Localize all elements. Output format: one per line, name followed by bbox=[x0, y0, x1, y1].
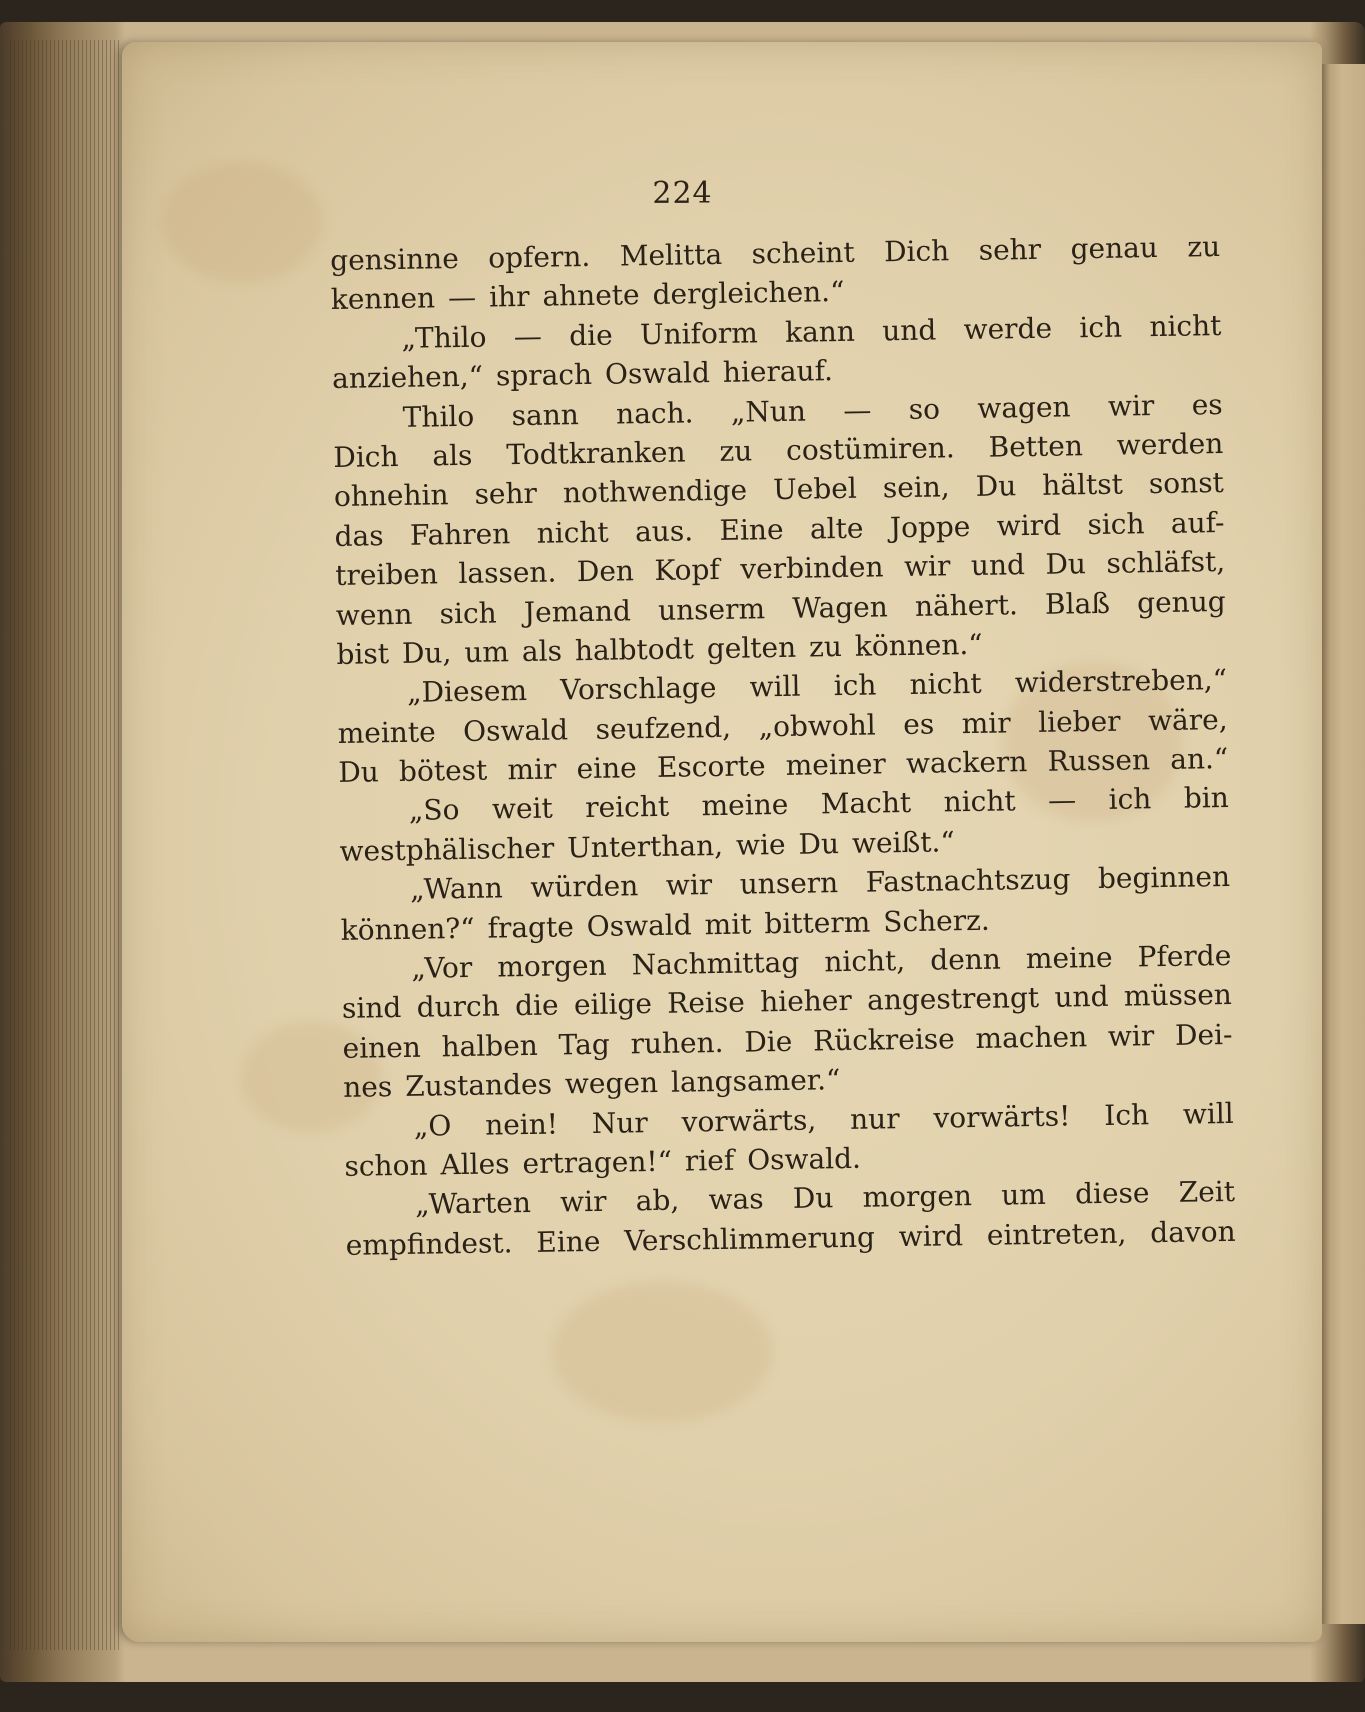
text-line: meinte Oswald seufzend, „obwohl es mir lieber wäre, bbox=[337, 702, 1228, 750]
paper-stain bbox=[552, 1282, 772, 1422]
page-edges bbox=[10, 40, 120, 1650]
text-line: das Fahren nicht aus. Eine alte Joppe wird sich auf- bbox=[334, 505, 1225, 553]
text-line: gensinne opfern. Melitta scheint Dich sehr genau zu bbox=[330, 230, 1221, 277]
text-line: kennen — ihr ahnete dergleichen.“ bbox=[330, 275, 845, 317]
text-line: treiben lassen. Den Kopf verbinden wir und Du schläfst, bbox=[334, 545, 1226, 593]
text-line: „O nein! Nur vorwärts, nur vorwärts! Ich will bbox=[413, 1096, 1234, 1143]
text-line: schon Alles ertragen!“ rief Oswald. bbox=[344, 1141, 862, 1183]
text-line: Dich als Todtkranken zu costümiren. Betten werden bbox=[333, 426, 1224, 474]
text-line: „So weit reicht meine Macht nicht — ich bin bbox=[408, 781, 1229, 828]
text-line: ohnehin sehr nothwendige Uebel sein, Du hältst sonst bbox=[333, 466, 1225, 514]
text-line: westphälischer Unterthan, wie Du weißt.“ bbox=[339, 825, 955, 868]
text-line: können?“ fragte Oswald mit bitterm Scherz. bbox=[340, 903, 991, 947]
facing-page-edge bbox=[1322, 64, 1365, 1624]
text-line: empfindest. Eine Verschlimmerung wird eintreten, davon bbox=[345, 1214, 1236, 1262]
text-line: sind durch die eilige Reise hieher angestrengt und müssen bbox=[341, 978, 1233, 1026]
page-number: 224 bbox=[652, 176, 713, 211]
text-line: nes Zustandes wegen langsamer.“ bbox=[342, 1063, 841, 1105]
text-line: „Warten wir ab, was Du morgen um diese Zeit bbox=[414, 1175, 1236, 1222]
text-line: anziehen,“ sprach Oswald hierauf. bbox=[331, 354, 834, 396]
text-line: Thilo sann nach. „Nun — so wagen wir es bbox=[402, 387, 1223, 434]
text-line: Du bötest mir eine Escorte meiner wackern Russen an.“ bbox=[338, 742, 1229, 790]
text-line: „Thilo — die Uniform kann und werde ich nicht bbox=[401, 308, 1222, 355]
text-line: „Wann würden wir unsern Fastnachtszug beginnen bbox=[409, 860, 1231, 907]
body-text bbox=[330, 230, 1236, 1268]
text-line: „Diesem Vorschlage will ich nicht widerstreben,“ bbox=[406, 663, 1228, 710]
text-line: einen halben Tag ruhen. Die Rückreise machen wir Dei- bbox=[342, 1017, 1233, 1065]
text-line: „Vor morgen Nachmittag nicht, denn meine Pferde bbox=[411, 938, 1232, 985]
text-line: bist Du, um als halbtodt gelten zu können.“ bbox=[336, 627, 983, 671]
text-line: wenn sich Jemand unserm Wagen nähert. Blaß genug bbox=[335, 584, 1226, 632]
